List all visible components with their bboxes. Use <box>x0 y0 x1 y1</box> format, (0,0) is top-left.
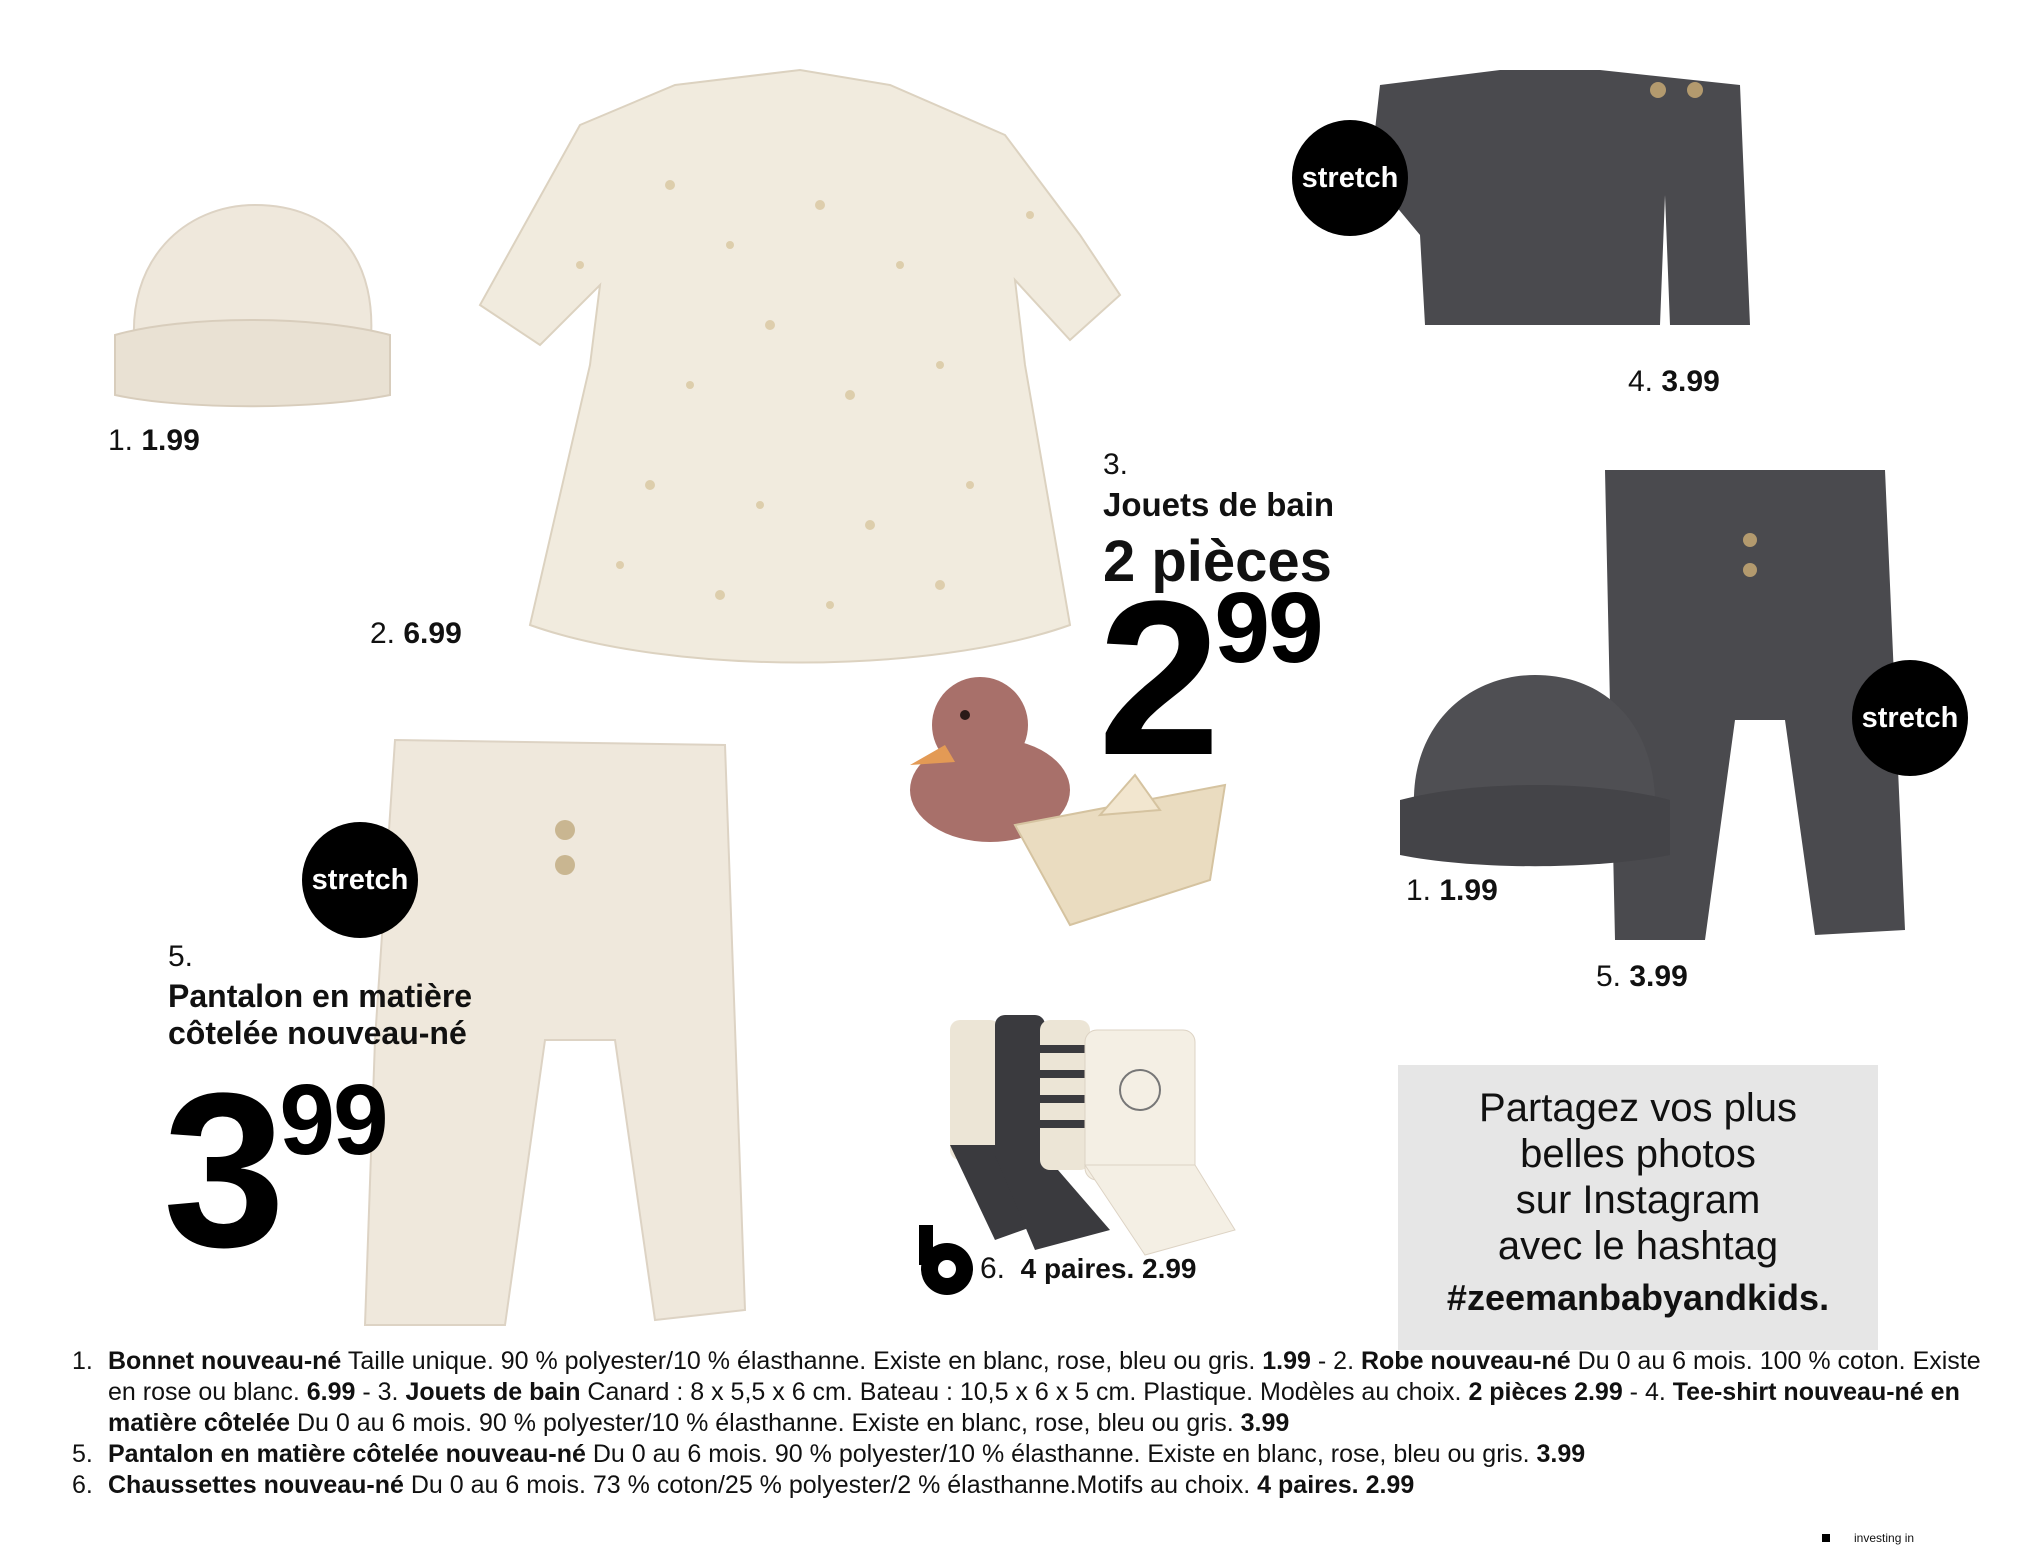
price-label-dress <box>370 617 462 651</box>
label-number: 1. <box>1406 874 1432 907</box>
featured-title-line1: Pantalon en matière <box>168 978 473 1014</box>
product-name: Bonnet nouveau-né <box>108 1347 342 1375</box>
featured-title-line2: côtelée nouveau-né <box>168 1015 467 1051</box>
featured-title: Jouets de bain <box>1103 486 1335 523</box>
product-name: Pantalon en matière côtelée nouveau-né <box>108 1440 586 1468</box>
product-desc: Canard : 8 x 5,5 x 6 cm. Bateau : 10,5 x 6 x 5 cm. Plastique. Modèles au choix. <box>580 1378 1469 1406</box>
instagram-line-2: belles photos <box>1520 1132 1756 1176</box>
grey-tee-photo <box>1360 55 1760 355</box>
label-price: 3.99 <box>1629 960 1688 993</box>
price-integer: 2 <box>1098 555 1215 801</box>
price-label-grey-pants <box>1596 960 1688 994</box>
beige-hat-photo <box>105 200 395 410</box>
product-name: Jouets de bain <box>405 1378 581 1406</box>
featured-number: 3. <box>1103 448 1129 481</box>
description-item-6 <box>72 1470 1992 1501</box>
label-price: 1.99 <box>1439 874 1498 907</box>
stretch-badge-beige-pants: stretch <box>302 822 418 938</box>
label-price: 4 paires. 2.99 <box>1020 1253 1197 1284</box>
description-item-1 <box>72 1346 1992 1439</box>
product-price: 3.99 <box>1536 1440 1586 1468</box>
product-desc: Du 0 au 6 mois. 90 % polyester/10 % élasthanne. Existe en blanc, rose, bleu ou gris. <box>585 1440 1537 1468</box>
price-label-beige-hat <box>108 424 200 458</box>
item-number: 5. <box>72 1440 93 1468</box>
item-body <box>108 1346 1992 1439</box>
item-number: 1. <box>72 1347 93 1375</box>
featured-pants <box>168 940 472 1052</box>
product-price: 4 paires. 2.99 <box>1257 1471 1415 1499</box>
label-number: 5. <box>1596 960 1622 993</box>
stretch-badge-grey-pants: stretch <box>1852 660 1968 776</box>
product-name: Tee-shirt nouveau-né en matière côtelée <box>108 1378 1960 1437</box>
separator: - 4. <box>1622 1378 1673 1406</box>
product-name: Chaussettes nouveau-né <box>108 1471 404 1499</box>
instagram-hashtag: #zeemanbabyandkids. <box>1446 1277 1830 1318</box>
product-desc: Du 0 au 6 mois. 73 % coton/25 % polyester/2 % élasthanne.Motifs au choix. <box>403 1471 1258 1499</box>
label-price: 6.99 <box>403 617 462 650</box>
product-desc: Taille unique. 90 % polyester/10 % élasthanne. Existe en blanc, rose, bleu ou gris. <box>341 1347 1263 1375</box>
description-item-5 <box>72 1439 1992 1470</box>
label-number: 1. <box>108 424 134 457</box>
price-label-grey-hat <box>1406 874 1498 908</box>
socks-photo <box>935 1015 1255 1260</box>
item-body <box>108 1470 1992 1501</box>
item-body <box>108 1439 1992 1470</box>
instagram-line-1: Partagez vos plus <box>1479 1086 1797 1130</box>
product-price: 3.99 <box>1240 1409 1290 1437</box>
separator: - 3. <box>355 1378 406 1406</box>
grey-hat-photo <box>1395 670 1675 880</box>
price-label-tee <box>1628 365 1720 399</box>
featured-number: 5. <box>168 940 194 973</box>
product-desc: Du 0 au 6 mois. 100 % coton. Existe en rose ou blanc. <box>108 1347 1981 1406</box>
price-label-socks <box>980 1252 1197 1286</box>
label-number: 2. <box>370 617 396 650</box>
product-descriptions <box>72 1346 1992 1501</box>
instagram-line-3: sur Instagram <box>1515 1178 1761 1222</box>
instagram-line-4: avec le hashtag <box>1497 1224 1779 1268</box>
price-integer: 3 <box>163 1047 280 1293</box>
price-decimal: 99 <box>1214 572 1322 684</box>
label-price: 1.99 <box>141 424 200 457</box>
organic-cotton-logo-icon <box>915 1225 975 1295</box>
floral-dress-photo <box>470 65 1140 670</box>
product-price: 1.99 <box>1262 1347 1311 1375</box>
featured-subtitle: 2 pièces <box>1103 529 1332 594</box>
item-number: 6. <box>72 1471 93 1499</box>
investing-footnote: investing in <box>1822 1531 1914 1545</box>
stretch-badge-tee: stretch <box>1292 120 1408 236</box>
separator: - 2. <box>1310 1347 1361 1375</box>
label-number: 4. <box>1628 365 1654 398</box>
price-decimal: 99 <box>279 1064 387 1176</box>
product-name: Robe nouveau-né <box>1360 1347 1571 1375</box>
product-desc: Du 0 au 6 mois. 90 % polyester/10 % élasthanne. Existe en blanc, rose, bleu ou gris. <box>290 1409 1241 1437</box>
product-price: 6.99 <box>306 1378 356 1406</box>
instagram-promo-box <box>1398 1065 1878 1350</box>
product-price: 2 pièces 2.99 <box>1468 1378 1623 1406</box>
label-number: 6. <box>980 1252 1006 1285</box>
featured-pants-price <box>163 1047 387 1293</box>
label-price: 3.99 <box>1661 365 1720 398</box>
